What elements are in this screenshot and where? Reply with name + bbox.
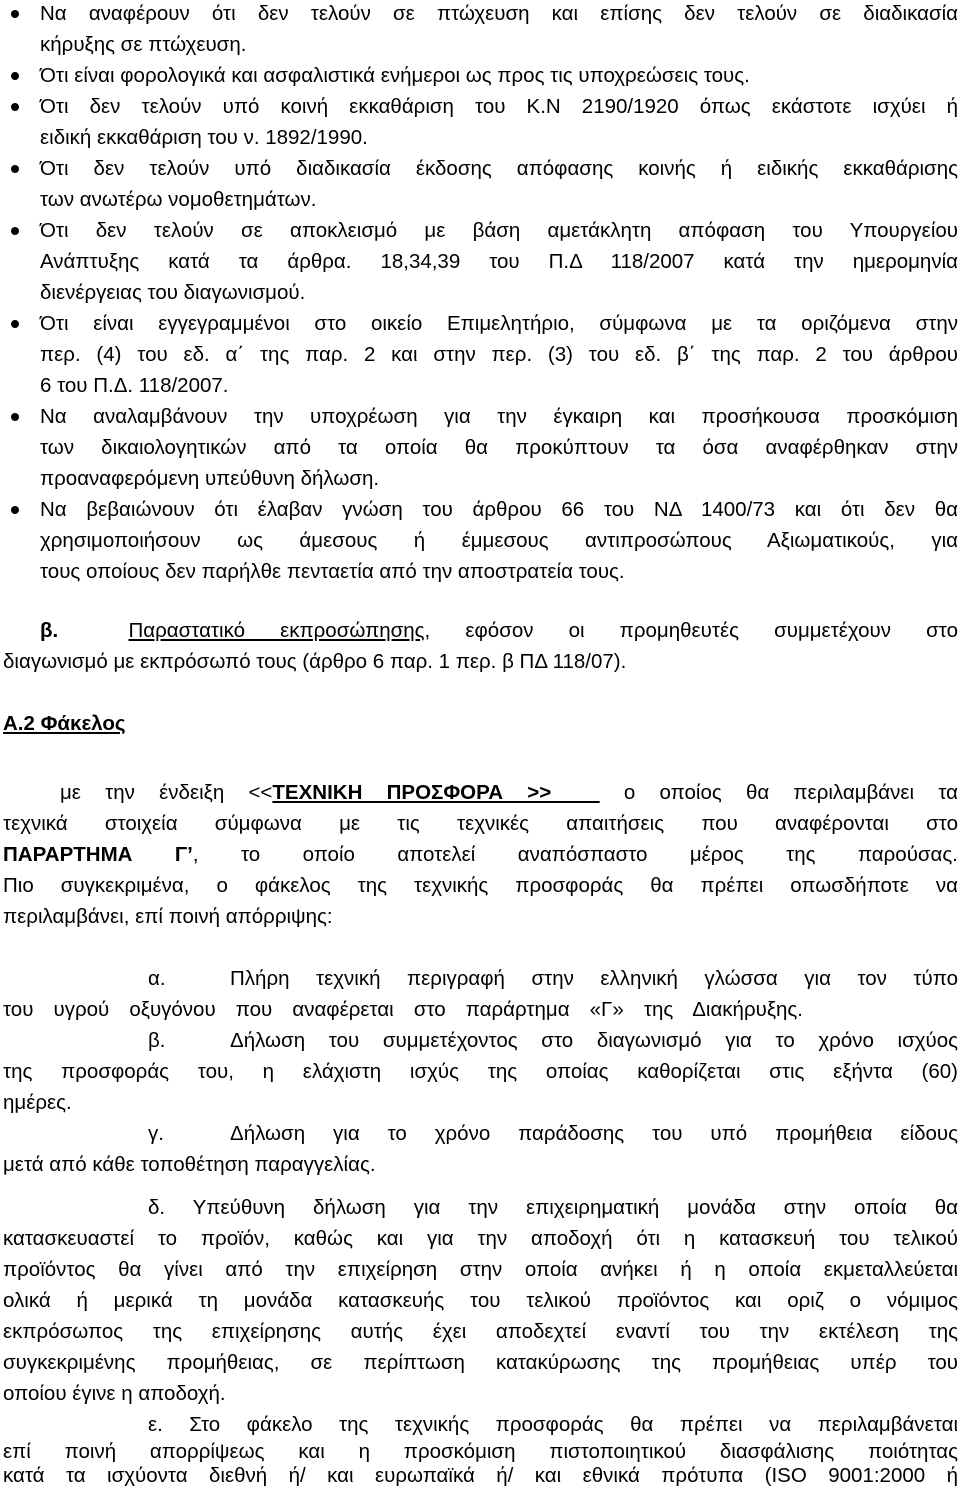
bullet-line: Να αναφέρουν ότι δεν τελούν σε πτώχευση και επίσης δεν τελούν σε διαδικασία bbox=[40, 2, 958, 25]
bullet-dot bbox=[11, 413, 19, 421]
item-c-line1: Δήλωση για το χρόνο παράδοσης του υπό προμήθεια είδους bbox=[230, 1122, 958, 1145]
bullet-line: Ότι δεν τελούν σε αποκλεισμό με βάση αμετάκλητη απόφαση του Υπουργείου bbox=[40, 219, 958, 242]
bullet-line: περ. (4) του εδ. α΄ της παρ. 2 και στην περ. (3) του εδ. β΄ της παρ. 2 του άρθρου bbox=[40, 343, 958, 366]
bullet-line: προαναφερόμενη υπεύθυνη δήλωση. bbox=[40, 467, 380, 490]
bullet-line: Ότι δεν τελούν υπό κοινή εκκαθάριση του Κ.Ν 2190/1920 όπως εκάστοτε ισχύει ή bbox=[40, 95, 958, 118]
a2-line1-post: ο οποίος θα περιλαμβάνει τα bbox=[599, 781, 958, 804]
a2-heading: Α.2 Φάκελος bbox=[3, 712, 126, 735]
bullet-dot bbox=[11, 227, 19, 235]
item-b-label: β. bbox=[148, 1029, 166, 1052]
bullet-dot bbox=[11, 103, 19, 111]
section-b-line2: διαγωνισμό με εκπρόσωπό τους (άρθρο 6 παρ. 1 περ. β ΠΔ 118/07). bbox=[3, 650, 627, 673]
a2-line3 bbox=[3, 843, 958, 867]
item-b-line3: ημέρες. bbox=[3, 1091, 72, 1114]
bullet-line: Ανάπτυξης κατά τα άρθρα. 18,34,39 του Π.Δ 118/2007 κατά την ημερομηνία bbox=[40, 250, 958, 273]
a2-line1 bbox=[60, 781, 958, 805]
item-e-line2: επί ποινή απορρίψεως και η προσκόμιση πιστοποιητικού διασφάλισης ποιότητας bbox=[3, 1440, 958, 1463]
bullet-dot bbox=[11, 72, 19, 80]
bullet-line: Ότι είναι φορολογικά και ασφαλιστικά ενήμεροι ως προς τις υποχρεώσεις τους. bbox=[40, 64, 750, 87]
section-b-title: Παραστατικό εκπροσώπησης bbox=[128, 619, 425, 642]
item-d-line5: εκπρόσωπος της επιχείρησης αυτής έχει αποδεχτεί εναντί του την εκτέλεση της bbox=[3, 1320, 958, 1343]
bullet-dot bbox=[11, 320, 19, 328]
section-b-letter: β. bbox=[40, 619, 59, 642]
bullet-line: διενέργειας του διαγωνισμού. bbox=[40, 281, 306, 304]
bullet-line: Να βεβαιώνουν ότι έλαβαν γνώση του άρθρου 66 του ΝΔ 1400/73 και ότι δεν θα bbox=[40, 498, 958, 521]
item-a-line1: Πλήρη τεχνική περιγραφή στην ελληνική γλώσσα για τον τύπο bbox=[230, 967, 958, 990]
a2-line3-bold: ΠΑΡΑΡΤΗΜΑ Γ’ bbox=[3, 843, 193, 866]
a2-line3-rest: , το οποίο αποτελεί αναπόσπαστο μέρος της παρούσας. bbox=[192, 843, 958, 866]
bullet-dot bbox=[11, 10, 19, 18]
a2-line2: τεχνικά στοιχεία σύμφωνα με τις τεχνικές απαιτήσεις που αναφέρονται στο bbox=[3, 812, 958, 835]
item-a-label: α. bbox=[148, 967, 166, 990]
bullet-dot bbox=[11, 506, 19, 514]
item-a-line2: του υγρού οξυγόνου που αναφέρεται στο παράρτημα «Γ» της Διακήρυξης. bbox=[3, 998, 803, 1021]
bullet-line: 6 του Π.Δ. 118/2007. bbox=[40, 374, 229, 397]
item-d-line7: οποίου έγινε η αποδοχή. bbox=[3, 1382, 226, 1405]
bullet-line: Ότι είναι εγγεγραμμένοι στο οικείο Επιμελητήριο, σύμφωνα με τα οριζόμενα στην bbox=[40, 312, 958, 335]
bullet-line: Ότι δεν τελούν υπό διαδικασία έκδοσης απόφασης κοινής ή ειδικής εκκαθάρισης bbox=[40, 157, 958, 180]
item-d-line6: συγκεκριμένης προμήθειας, σε περίπτωση κατακύρωσης της προμήθειας υπέρ του bbox=[3, 1351, 958, 1374]
a2-line1-pre: με την ένδειξη << bbox=[60, 781, 273, 804]
item-b-line1: Δήλωση του συμμετέχοντος στο διαγωνισμό για το χρόνο ισχύος bbox=[230, 1029, 958, 1052]
item-c-line2: μετά από κάθε τοποθέτηση παραγγελίας. bbox=[3, 1153, 376, 1176]
item-b-line2: της προσφοράς του, η ελάχιστη ισχύς της οποίας καθορίζεται στις εξήντα (60) bbox=[3, 1060, 958, 1083]
item-d-line3: προϊόντος θα γίνει από την επιχείρηση στην οποία ανήκει ή η οποία εκμεταλλεύεται bbox=[3, 1258, 958, 1281]
bullet-line: χρησιμοποιήσουν ως άμεσους ή έμμεσους αντιπροσώπους Αξιωματικούς, για bbox=[40, 529, 958, 552]
bullet-line: Να αναλαμβάνουν την υποχρέωση για την έγκαιρη και προσήκουσα προσκόμιση bbox=[40, 405, 958, 428]
item-d-line1: δ. Υπεύθυνη δήλωση για την επιχειρηματική μονάδα στην οποία θα bbox=[148, 1196, 958, 1219]
a2-line5: περιλαμβάνει, επί ποινή απόρριψης: bbox=[3, 905, 333, 928]
item-d-line4: ολικά ή μερικά τη μονάδα κατασκευής του τελικού προϊόντος και οριζ ο νόμιμος bbox=[3, 1289, 958, 1312]
bullet-dot bbox=[11, 165, 19, 173]
section-b-line1 bbox=[40, 619, 958, 643]
bullet-line: κήρυξης σε πτώχευση. bbox=[40, 33, 247, 56]
bullet-line: των δικαιολογητικών από τα οποία θα προκύπτουν τα όσα αναφέρθηκαν στην bbox=[40, 436, 958, 459]
section-b-rest: , εφόσον οι προμηθευτές συμμετέχουν στο bbox=[424, 619, 958, 642]
item-e-line1: ε. Στο φάκελο της τεχνικής προσφοράς θα πρέπει να περιλαμβάνεται bbox=[148, 1413, 958, 1436]
a2-line4: Πιο συγκεκριμένα, ο φάκελος της τεχνικής προσφοράς θα πρέπει οπωσδήποτε να bbox=[3, 874, 958, 897]
a2-line1-bold: ΤΕΧΝΙΚΗ ΠΡΟΣΦΟΡΑ >> bbox=[272, 781, 600, 804]
bullet-line: τους οποίους δεν παρήλθε πενταετία από την αποστρατεία τους. bbox=[40, 560, 625, 583]
bullet-line: των ανωτέρω νομοθετημάτων. bbox=[40, 188, 317, 211]
bullet-line: ειδική εκκαθάριση του ν. 1892/1990. bbox=[40, 126, 368, 149]
item-d-line2: κατασκευαστεί το προϊόν, καθώς και για την αποδοχή ότι η κατασκευή του τελικού bbox=[3, 1227, 958, 1250]
item-e-line3: κατά τα ισχύοντα διεθνή ή/ και ευρωπαϊκά ή/ και εθνικά πρότυπα (ISO 9001:2000 ή bbox=[3, 1464, 958, 1487]
item-c-label: γ. bbox=[148, 1122, 164, 1145]
